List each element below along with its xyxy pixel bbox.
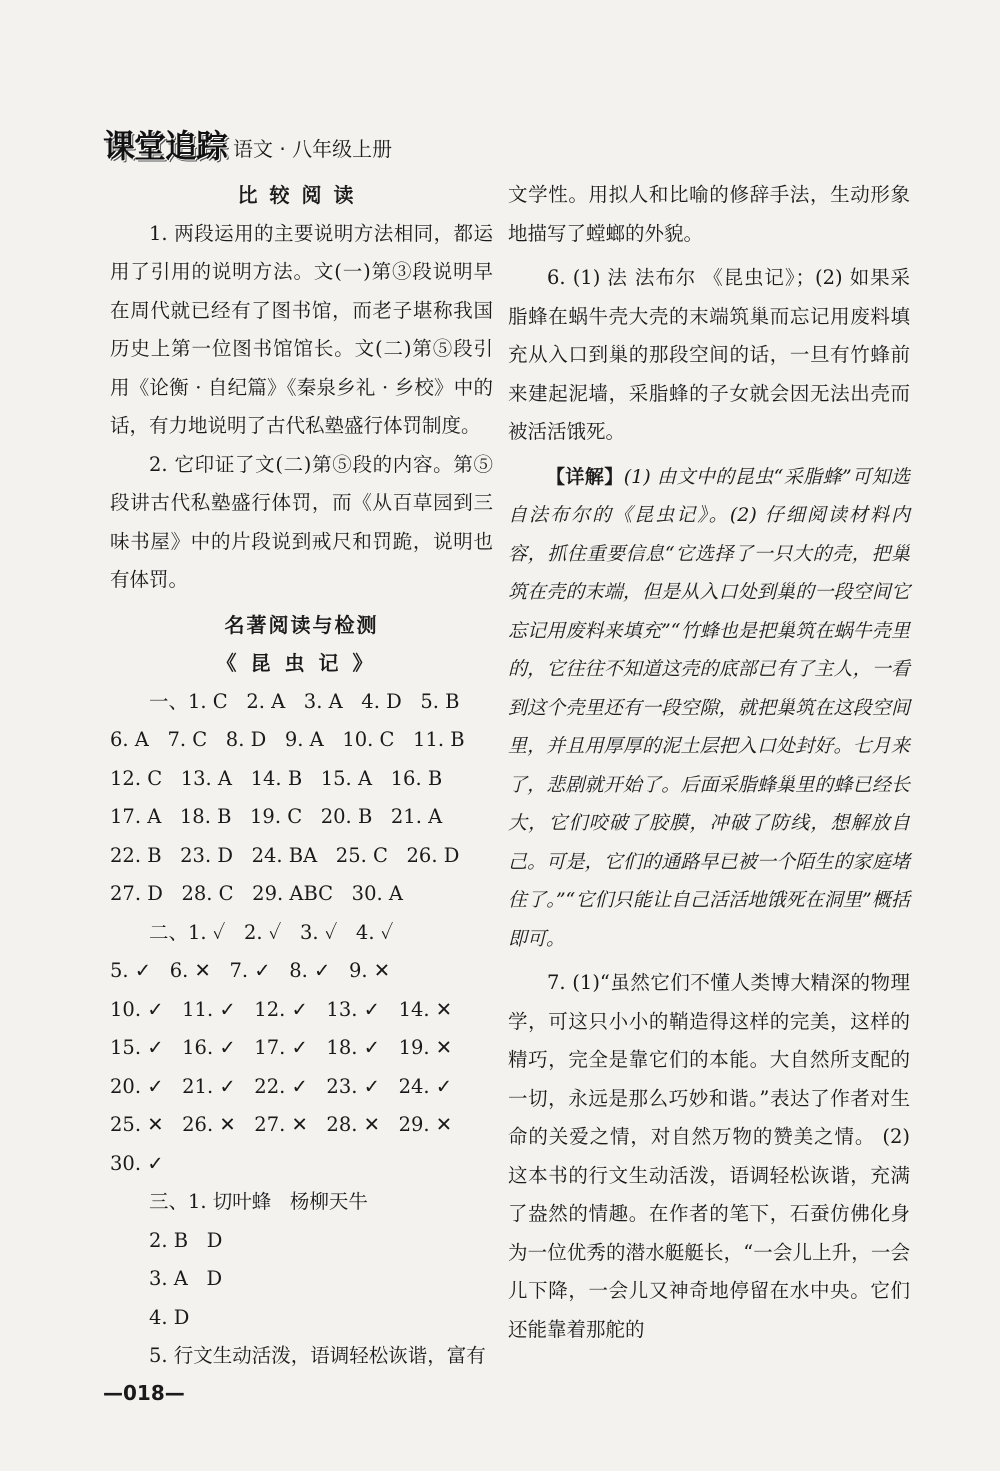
mc-row: 6. A 7. C 8. D 9. A 10. C 11. B xyxy=(110,728,465,751)
fill-row: 三、1. 切叶蜂 杨柳天牛 xyxy=(149,1190,368,1213)
series-logo: 课堂追踪 xyxy=(103,127,228,165)
fill-row: 4. D xyxy=(149,1305,190,1329)
fill-row: 3. A D xyxy=(149,1267,223,1290)
detail-explanation xyxy=(508,458,910,959)
answer-compare-2: 2. 它印证了文(二)第⑤段的内容。第⑤段讲古代私塾盛行体罚，而《从百草园到三味书屋》中的片段说到戒尺和罚跪，说明也有体罚。 xyxy=(110,452,493,591)
mc-row: 一、1. C 2. A 3. A 4. D 5. B xyxy=(149,689,460,713)
detail-tag: 【详解】 xyxy=(546,465,624,488)
left-column xyxy=(110,176,493,1376)
mc-row: 27. D 28. C 29. ABC 30. A xyxy=(110,882,403,905)
answer-q6: 6. (1) 法 法布尔 《昆虫记》；(2) 如果采脂蜂在蜗牛壳大壳的末端筑巢而忘记用废料填充从入口到巢的那段空间的话，一旦有竹蜂前来建起泥墙，采脂蜂的子女就会因无法出壳而被活活饿死。 xyxy=(508,266,910,443)
answer-q5: 5. 行文生动活泼，语调轻松诙谐，富有 xyxy=(149,1344,486,1367)
section-title-compare: 比较阅读 xyxy=(237,183,366,207)
tf-row: 二、1. ✓ 2. ✓ 3. ✓ 4. ✓ xyxy=(149,920,394,944)
book-title: 《昆虫记》 xyxy=(216,651,387,675)
section-title-classic: 名著阅读与检测 xyxy=(224,612,379,637)
tf-row: 5. ✓ 6. ✕ 7. ✓ 8. ✓ 9. ✕ xyxy=(110,959,391,982)
right-column xyxy=(508,176,910,1349)
tf-row: 10. ✓ 11. ✓ 12. ✓ 13. ✓ 14. ✕ xyxy=(110,997,453,1021)
fill-row: 2. B D xyxy=(149,1228,223,1252)
tf-row: 25. ✕ 26. ✕ 27. ✕ 28. ✕ 29. ✕ xyxy=(110,1113,453,1136)
tf-row: 30. ✓ xyxy=(110,1151,164,1175)
mc-row: 17. A 18. B 19. C 20. B 21. A xyxy=(110,805,443,828)
page-header xyxy=(103,128,392,164)
tf-row: 15. ✓ 16. ✓ 17. ✓ 18. ✓ 19. ✕ xyxy=(110,1036,453,1059)
mc-row: 22. B 23. D 24. BA 25. C 26. D xyxy=(110,843,460,867)
answer-compare-1: 1. 两段运用的主要说明方法相同，都运用了引用的说明方法。文(一)第③段说明早在周代就已经有了图书馆，而老子堪称我国历史上第一位图书馆馆长。文(二)第⑤段引用《论衡 · 自纪篇》《秦泉乡礼 · 乡校》中的话，有力地说明了古代私塾盛行体罚制度。 xyxy=(110,221,493,437)
answer-q7: 7. (1)“虽然它们不懂人类博大精深的物理学，可这只小小的鞘造得这样的完美，这样的精巧，完全是靠它们的本能。大自然所支配的一切，永远是那么巧妙和谐。”表达了作者对生命的关爱之情，对自然万物的赞美之情。 (2) 这本书的行文生动活泼，语调轻松诙谐，充满了盎然的情趣。在作者的笔下，石蚕仿佛化身为一位优秀的潜水艇艇长，“一会儿上升，一会儿下降，一会儿又神奇地停留在水中央。它们还能靠着那舵的 xyxy=(508,971,910,1341)
detail-text: (1) 由文中的昆虫“采脂蜂”可知选自法布尔的《昆虫记》。(2) 仔细阅读材料内容，抓住重要信息“它选择了一只大的壳，把巢筑在壳的末端，但是从入口处到巢的一段空间它忘记用废料来填充”“竹蜂也是把巢筑在蜗牛壳里的，它往往不知道这壳的底部已有了主人，一看到这个壳里还有一段空隙，就把巢筑在这段空间里，并且用厚厚的泥土层把入口处封好。七月来了，悲剧就开始了。后面采脂蜂巢里的蜂已经长大，它们咬破了胶膜，冲破了防线，想解放自己。可是，它们的通路早已被一个陌生的家庭堵住了。”“它们只能让自己活活地饿死在洞里”概括即可。 xyxy=(508,465,910,950)
book-subtitle: 语文 · 八年级上册 xyxy=(233,137,393,161)
page-number: —018— xyxy=(103,1381,185,1405)
tf-row: 20. ✓ 21. ✓ 22. ✓ 23. ✓ 24. ✓ xyxy=(110,1074,453,1098)
answer-q5-continued: 文学性。用拟人和比喻的修辞手法，生动形象地描写了螳螂的外貌。 xyxy=(508,183,910,245)
mc-row: 12. C 13. A 14. B 15. A 16. B xyxy=(110,766,443,790)
